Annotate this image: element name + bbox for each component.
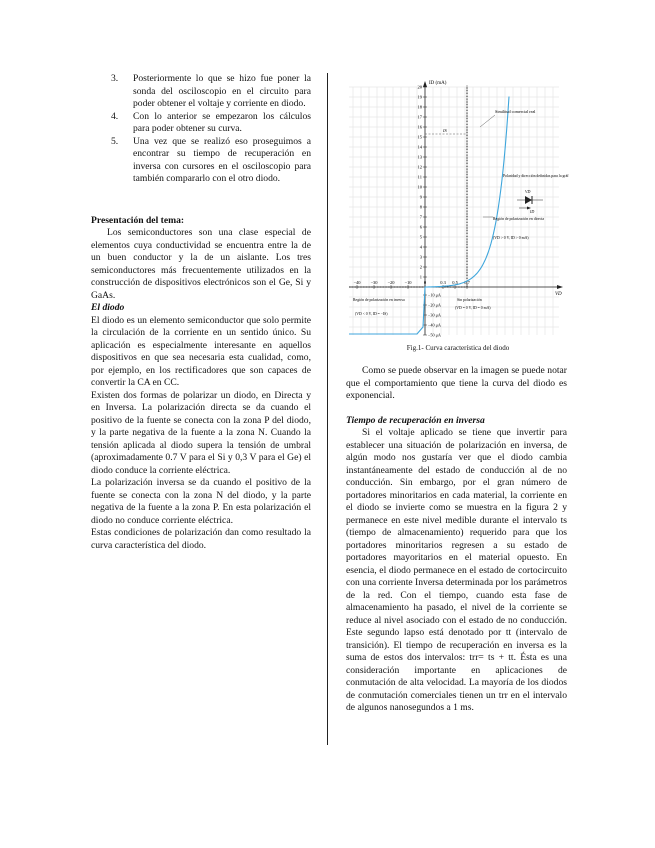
- neg-tick-label: −10 μA: [428, 292, 441, 298]
- x-tick-label: 0.3: [440, 280, 446, 285]
- list-item: [91, 111, 311, 136]
- y-tick-label: 18: [417, 104, 422, 110]
- figure-caption: Fig.1- Curva característica del diodo: [406, 344, 510, 352]
- y-tick-label: 7: [419, 214, 422, 220]
- y-tick-label: 3: [419, 254, 422, 260]
- section-heading: Presentación del tema:: [91, 214, 185, 226]
- neg-tick-label: −20 μA: [428, 302, 441, 308]
- y-tick-label: 5: [419, 234, 422, 240]
- y-tick-label: 19: [417, 94, 422, 100]
- column-divider: [327, 73, 328, 745]
- y-tick-label: 8: [419, 204, 422, 210]
- paragraph: Si el voltaje aplicado se tiene que invertir para establecer una situación de polarización en inversa, de algún modo nos gustaría ver que el diodo cambia instantáneamente del estado de conducción al de no conducción. Sin embargo, por el gran número de portadores minoritarios en cada material, la corriente en el diodo se invierte como se muestra en la figura 2 y permanece en este nivel medible durante el intervalo ts (tiempo de almacenamiento) requerido para que los portadores minoritarios regresen a su estado de portadores mayoritarios en el material opuesto. En esencia, el diodo permanece en el estado de cortocircuito con una corriente Inversa determinada por los parámetros de la red. Con el tiempo, cuando esta fase de almacenamiento ha pasado, el nivel de la corriente se reduce al nivel asociado con el estado de no conducción. Este segundo lapso está denotado por tt (intervalo de transición). El tiempo de recuperación en inversa es la suma de estos dos intervalos: trr= ts + tt. Ésta es una consideración importante en aplicaciones de conmutación de alta velocidad. La mayoría de los diodos de conmutación comerciales tienen un trr en el intervalo de algunos nanosegundos a 1 ms.: [346, 427, 567, 713]
- subsection-heading: El diodo: [91, 302, 125, 313]
- y-tick-labels: [418, 85, 428, 280]
- step-text: Posteriormente lo que se hizo fue poner la sonda del osciloscopio en el circuito para poder obtener el voltaje y corriente en diodo.: [133, 73, 311, 109]
- y-axis-arrow-icon: [423, 81, 427, 87]
- x-tick-label: −20: [387, 280, 395, 285]
- vd-label: VD: [525, 189, 531, 194]
- list-item: [91, 73, 311, 111]
- x-tick-label: 0: [423, 280, 427, 285]
- step-text: Una vez que se realizó eso proseguimos a encontrar su tiempo de recuperación en inversa con cursores en el osciloscopio para también compararlo con el otro diodo.: [133, 135, 311, 184]
- step-text: Con lo anterior se empezaron los cálculos para poder obtener su curva.: [133, 110, 311, 134]
- x-tick-label: 0.7: [464, 280, 470, 285]
- id-label: ID: [530, 209, 535, 214]
- y-tick-label: 2: [419, 264, 422, 270]
- x-axis-label: VD: [555, 292, 562, 297]
- leader-line: [480, 115, 495, 127]
- reverse-cond-label: (VD < 0 V, ID = −IS): [355, 312, 388, 316]
- step-number: 3.: [111, 73, 119, 84]
- step-number: 5.: [111, 135, 119, 147]
- list-item: [91, 136, 311, 186]
- y-tick-label: 20: [417, 84, 422, 90]
- x-tick-labels: [353, 280, 470, 289]
- paragraph: Existen dos formas de polarizar un diodo, en Directa y en Inversa. La polarización directa se da cuando el positivo de la fuente se conecta con la zona P del diodo, y la parte negativa de la fuente a la zona N. Cuando la tensión aplicada al diodo supera la tensión de umbral (aproximadamente 0.7 V para el Si y 0,3 V para el Ge) el diodo conduce la corriente eléctrica.: [91, 389, 311, 476]
- x-tick-label: −10: [404, 280, 412, 285]
- steps-list: [91, 73, 311, 186]
- x-axis-arrow-icon: [557, 285, 563, 289]
- paragraph: El diodo es un elemento semiconductor que solo permite la circulación de la corriente en un sentido único. Su aplicación es especialmente interesante en aquellos dispositivos en que sea necesaria esta cualidad, como, por ejemplo, en los rectificadores que son capaces de convertir la CA en CC.: [91, 314, 311, 388]
- y-tick-label: 6: [419, 224, 422, 230]
- paragraph: Los semiconductores son una clase especial de elementos cuya conductividad se encuentra entre la de un buen conductor y la de un aislante. Los tres semiconductores más frecuentemente utilizados en la construcción de dispositivos electrónicos son el Ge, Si y GaAs.: [91, 227, 311, 301]
- is-label: IS: [443, 128, 447, 133]
- forward-cond-label: (VD > 0 V, ID > 0 mA): [493, 236, 529, 240]
- diode-curve-graph: [347, 77, 569, 339]
- real-label-text: Similitud comercial real: [495, 109, 536, 114]
- y-tick-label: 13: [417, 154, 422, 160]
- y-tick-label: 1: [419, 274, 422, 280]
- reverse-region-label: Región de polarización en inversa: [353, 298, 405, 302]
- neg-tick-label: −50 μA: [428, 332, 441, 338]
- neg-tick-label: −40 μA: [428, 322, 441, 328]
- forward-region-label: Región de polarización en directa: [493, 217, 545, 221]
- right-column: [346, 365, 567, 715]
- section-heading: Tiempo de recuperación en inversa: [346, 414, 485, 426]
- y-tick-label: 14: [417, 144, 422, 150]
- no-bias-label: Sin polarización: [457, 298, 482, 302]
- y-axis-label: ID (mA): [429, 81, 447, 86]
- neg-tick-label: −30 μA: [428, 312, 441, 318]
- x-tick-label: −30: [370, 280, 378, 285]
- diode-curve-figure: [347, 77, 569, 339]
- no-bias-cond-label: (VD = 0 V, ID = 0 mA): [455, 306, 491, 310]
- polarity-label: Polaridad y dirección definidas para la gráfica: [503, 174, 569, 178]
- paragraph: La polarización inversa se da cuando el positivo de la fuente se conecta con la zona N del diodo, y la parte negativa de la fuente a la zona P. En esta polarización el diodo no conduce corriente eléctrica.: [91, 477, 311, 526]
- y-tick-label: 12: [417, 164, 422, 170]
- y-tick-label: 11: [417, 174, 422, 180]
- real-label: [495, 109, 536, 114]
- negative-current-tick-labels: [423, 293, 441, 338]
- step-number: 4.: [111, 110, 119, 122]
- y-tick-label: 4: [419, 244, 422, 250]
- x-tick-label: −40: [353, 280, 361, 285]
- y-tick-label: 9: [419, 194, 422, 200]
- y-tick-label: 10: [417, 184, 422, 190]
- y-tick-label: 17: [417, 114, 422, 120]
- left-column: [91, 73, 311, 552]
- paragraph: Como se puede observar en la imagen se puede notar que el comportamiento que tiene la curva del diodo es exponencial.: [346, 365, 567, 401]
- paragraph: Estas condiciones de polarización dan como resultado la curva característica del diodo.: [91, 527, 311, 551]
- diode-symbol-icon: [525, 196, 532, 204]
- y-tick-label: 15: [417, 134, 422, 140]
- x-tick-label: 0.5: [452, 280, 458, 285]
- y-tick-label: 16: [417, 124, 422, 130]
